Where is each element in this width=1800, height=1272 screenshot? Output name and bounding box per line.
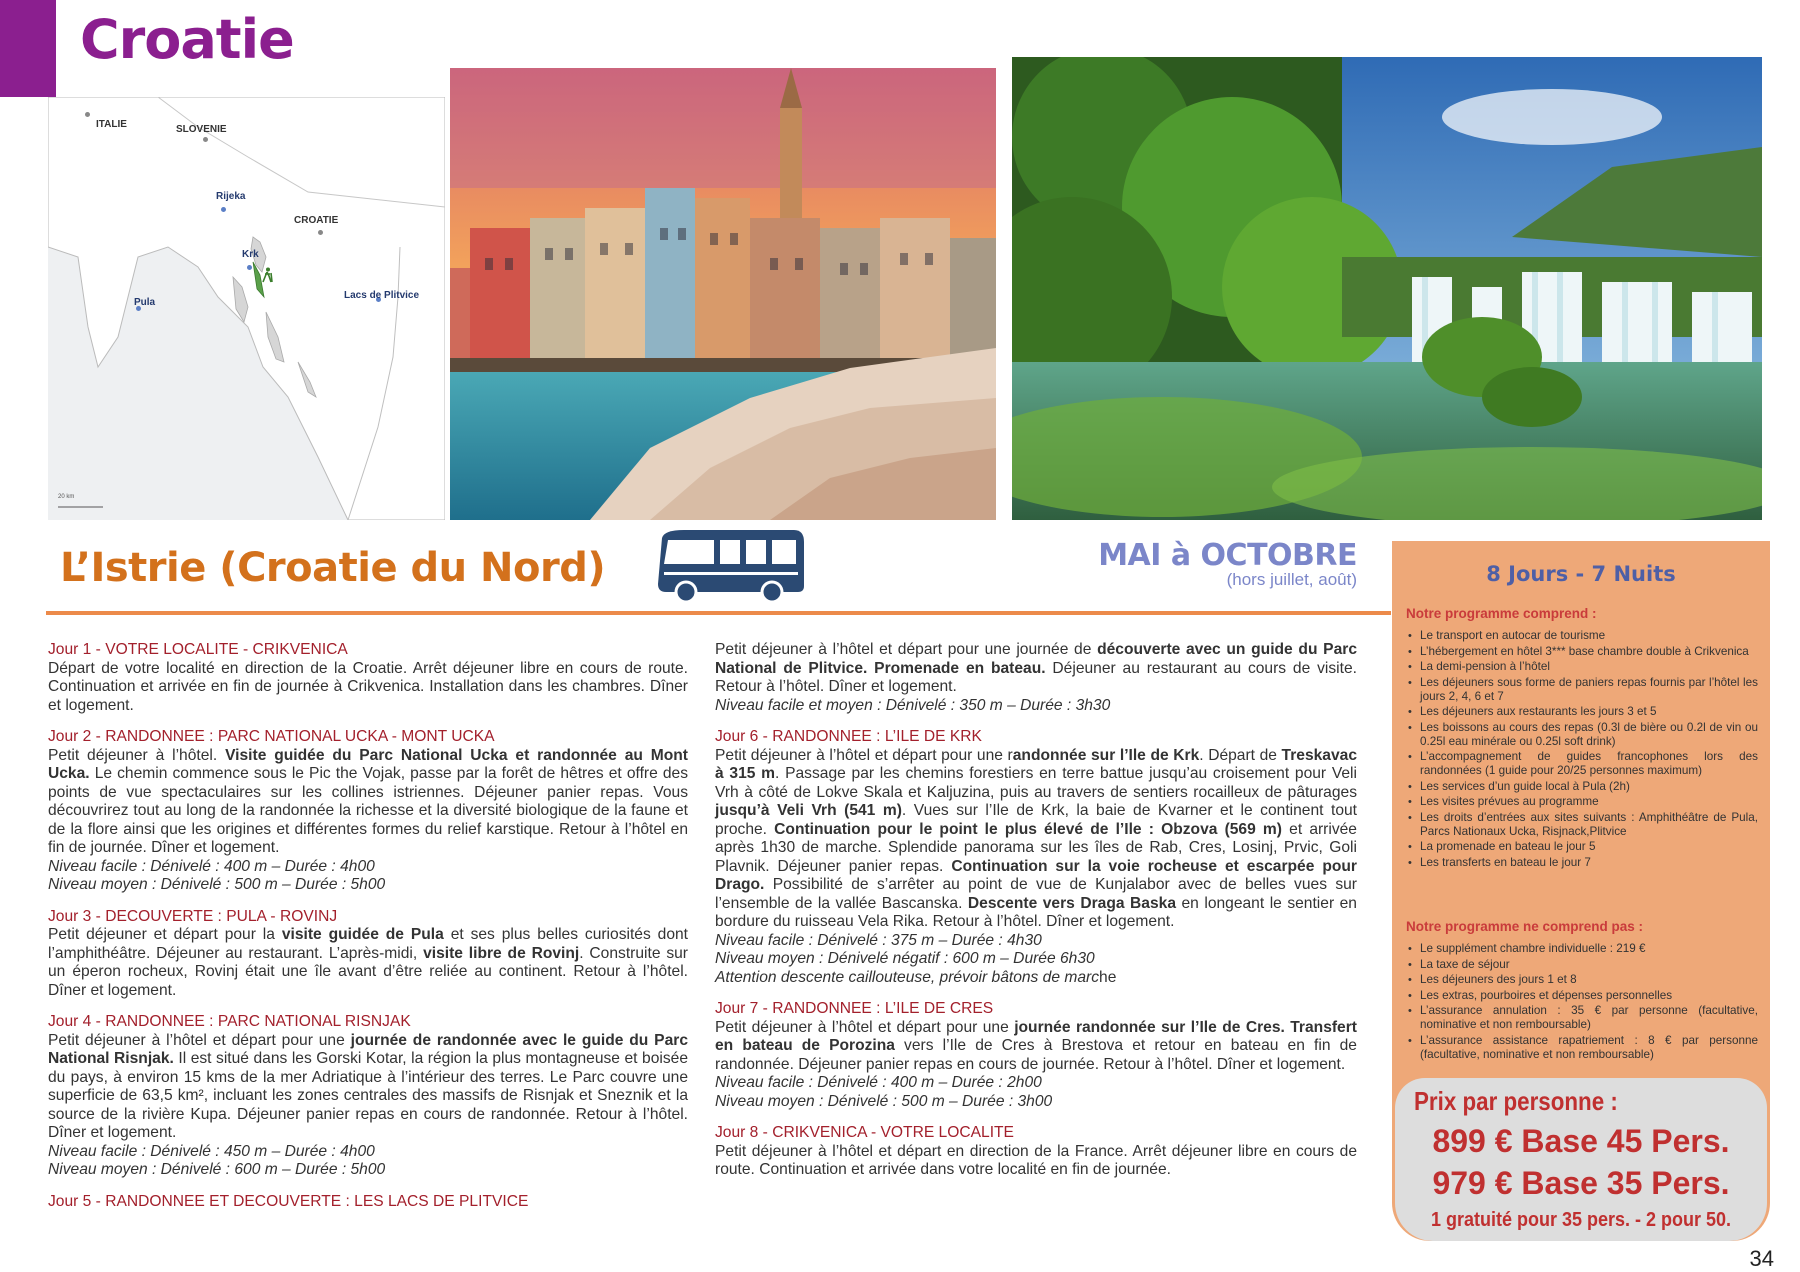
krk-dot (247, 265, 252, 270)
trip-duration: 8 Jours - 7 Nuits (1486, 562, 1676, 586)
list-item: • La taxe de séjour (1406, 958, 1758, 972)
map-label-plitvice: Lacs de Plitvice (344, 290, 420, 301)
map-label-pula: Pula (134, 297, 156, 308)
day-8 (715, 1124, 1357, 1180)
excluded-list (1406, 942, 1758, 1062)
difficulty-level: Niveau facile : Dénivelé : 375 m – Durée : 4h30 (715, 931, 1042, 949)
day-title: Jour 4 - RANDONNEE : PARC NATIONAL RISNJAK (48, 1013, 411, 1030)
excluded-title: Notre programme ne comprend pas : (1406, 919, 1644, 934)
price-title: Prix par personne : (1414, 1086, 1618, 1116)
header-accent-bar (0, 0, 56, 97)
day-6 (715, 728, 1357, 987)
krka-waterfalls-photo (1012, 57, 1762, 520)
list-item: • Les droits d’entrées aux sites suivants : Amphithéâtre de Pula, Parcs Nationaux Ucka, Risjnack,Plitvice (1406, 811, 1758, 839)
day-title: Jour 7 - RANDONNEE : L’ILE DE CRES (715, 1000, 994, 1017)
difficulty-level: Niveau moyen : Dénivelé négatif : 600 m – Durée 6h30 (715, 950, 1095, 967)
map-scale: 20 km (58, 494, 75, 500)
included-section (1406, 606, 1758, 871)
bus-icon (654, 528, 806, 604)
day-description: Petit déjeuner à l’hôtel et départ pour une randonnée sur l’Ile de Krk. Départ de Treskavac à 315 m. Passage par les chemins forestiers en terre battue jusqu’au croisement pour Veli Vrh à côté de Lokve Skala et Kaljuzina, puis au travers de sentiers rocailleux de pâturages jusqu’à Veli Vrh (541 m). Vues sur l’Ile de Krk, la baie de Kvarner et le continent tout proche. Continuation pour le point le plus élevé de l’Ile : Obzova (569 m) et arrivée après 1h30 de marche. Splendide panorama sur les îles de Rab, Cres, Losinj, Prvic, Goli Plavnik. Déjeuner panier repas. Continuation sur la voie rocheuse et escarpée pour Drago. Possibilité de s’arrêter au point de vue de Kunjalabor avec de belles vues sur l’ensemble de la vallée Bascanska. Descente vers Draga Baska en longeant le sentier en bordure du ruisseau Vela Rika. Retour à l’hôtel. Dîner et logement. (715, 746, 1357, 930)
map-label-croatie: CROATIE (294, 215, 339, 226)
day-5-heading (48, 1193, 688, 1212)
day-title: Jour 6 - RANDONNEE : L’ILE DE KRK (715, 728, 982, 745)
day-description: Petit déjeuner à l’hôtel. Visite guidée du Parc National Ucka et randonnée au Mont Ucka. Le chemin commence sous le Pic the Vojak, passe par la forêt de hêtres et offre des points de vue spectaculaires sur les collines istriennes. Déjeuner panier repas. Vous découvrirez tout au long de la randonnée la richesse et la diversité biologique de la faune et de la flore ainsi que les origines et différentes formes du relief karstique. Retour à l’hôtel en fin de journée. Dîner et logement. (48, 746, 688, 856)
italie-dot (85, 112, 90, 117)
list-item: • Les transferts en bateau le jour 7 (1406, 856, 1758, 870)
list-item: • L’hébergement en hôtel 3*** base chambre double à Crikvenica (1406, 645, 1758, 659)
list-item: • Les déjeuners des jours 1 et 8 (1406, 973, 1758, 987)
list-item: • Les visites prévues au programme (1406, 795, 1758, 809)
day-title: Jour 2 - RANDONNEE : PARC NATIONAL UCKA - MONT UCKA (48, 728, 495, 745)
itinerary-column-middle (715, 641, 1357, 1193)
difficulty-level: Niveau facile : Dénivelé : 450 m – Durée : 4h00 (48, 1142, 375, 1160)
day-3 (48, 908, 688, 1001)
hiker-icon (260, 267, 274, 283)
map-label-italie: ITALIE (96, 119, 127, 130)
price-35: 979 € Base 35 Pers. (1432, 1165, 1730, 1201)
map-label-slovenie: SLOVENIE (176, 124, 227, 135)
difficulty-warning: Attention descente caillouteuse, prévoir bâtons de marche (715, 968, 1117, 986)
list-item: • Les déjeuners aux restaurants les jours 3 et 5 (1406, 705, 1758, 719)
day-7 (715, 1000, 1357, 1111)
day-description: Petit déjeuner à l’hôtel et départ pour une journée de randonnée avec le guide du Parc National Risnjak. Il est situé dans les Gorski Kotar, la région la plus montagneuse et boisée du pays, à environ 15 kms de la mer Adriatique à l’intérieur des terres. Le Parc couvre une superficie de 63,5 km², incluant les zones centrales des massifs de Risnjak et Sneznik et la source de la rivière Kupa. Déjeuner panier repas en cours de randonnée. Retour à l’hôtel. Dîner et logement. (48, 1031, 688, 1141)
list-item: • Le supplément chambre individuelle : 219 € (1406, 942, 1758, 956)
list-item: • L’assurance assistance rapatriement : 8 € par personne (facultative, nominative et non remboursable) (1406, 1034, 1758, 1062)
day-4 (48, 1013, 688, 1180)
difficulty-level: Niveau facile : Dénivelé : 400 m – Durée : 4h00 (48, 857, 375, 875)
list-item: • Les boissons au cours des repas (0.3l de bière ou 0.2l de vin ou 0.25l eau minérale ou 0.25l soft drink) (1406, 721, 1758, 749)
day-title: Jour 1 - VOTRE LOCALITE - CRIKVENICA (48, 641, 348, 658)
rovinj-harbour-photo (450, 68, 996, 520)
itinerary-column-left (48, 641, 688, 1224)
trip-summary-panel (1392, 541, 1770, 1241)
page-number: 34 (1749, 1246, 1774, 1271)
season-title: MAI à OCTOBRE (1098, 538, 1357, 573)
day-description: Départ de votre localité en direction de la Croatie. Arrêt déjeuner libre en cours de route. Continuation et arrivée en fin de journée à Crikvenica. Installation dans les chambres. Dîner et logement. (48, 659, 688, 714)
slovenie-dot (203, 137, 208, 142)
region-map (48, 97, 445, 520)
day-description: Petit déjeuner à l’hôtel et départ en direction de la France. Arrêt déjeuner libre en cours de route. Continuation et arrivée dans votre localité en fin de journée. (715, 1142, 1357, 1178)
rijeka-dot (221, 207, 226, 212)
list-item: • L’accompagnement de guides francophones lors des randonnées (1 guide pour 20/25 personnes maximum) (1406, 750, 1758, 778)
excluded-section (1406, 919, 1758, 1063)
included-list (1406, 629, 1758, 870)
difficulty-level: Niveau moyen : Dénivelé : 500 m – Durée : 5h00 (48, 876, 386, 893)
map-label-rijeka: Rijeka (216, 191, 246, 202)
included-title: Notre programme comprend : (1406, 606, 1597, 621)
difficulty-level: Niveau moyen : Dénivelé : 600 m – Durée : 5h00 (48, 1161, 386, 1178)
day-description: Petit déjeuner et départ pour la visite guidée de Pula et ses plus belles curiosités dont l’amphithéâtre. Déjeuner au restaurant. L’après-midi, visite libre de Rovinj. Construite sur un éperon rocheux, Rovinj était une île avant d’être reliée au continent. Retour à l’hôtel. Dîner et logement. (48, 926, 688, 999)
map-label-krk: Krk (242, 249, 259, 260)
croatie-dot (318, 230, 323, 235)
price-45: 899 € Base 45 Pers. (1432, 1123, 1730, 1159)
day-title: Jour 5 - RANDONNEE ET DECOUVERTE : LES LACS DE PLITVICE (48, 1192, 529, 1210)
day-description: Petit déjeuner à l’hôtel et départ pour une journée de découverte avec un guide du Parc National de Plitvice. Promenade en bateau. Déjeuner au restaurant au cours de visite. Retour à l’hôtel. Dîner et logement. (715, 641, 1357, 695)
map-outline (48, 97, 445, 520)
list-item: • Les déjeuners sous forme de paniers repas fournis par l’hôtel les jours 2, 4, 6 et 7 (1406, 676, 1758, 704)
difficulty-level: Niveau facile : Dénivelé : 400 m – Durée : 2h00 (715, 1074, 1042, 1091)
difficulty-level: Niveau moyen : Dénivelé : 500 m – Durée : 3h00 (715, 1092, 1053, 1110)
list-item: • Les extras, pourboires et dépenses personnelles (1406, 989, 1758, 1003)
day-1 (48, 641, 688, 715)
day-description: Petit déjeuner à l’hôtel et départ pour une journée randonnée sur l’Ile de Cres. Transfert en bateau de Porozina vers l’Ile de Cres à Brestova et retour en bateau en fin de randonnée. Déjeuner panier repas en cours de journée. Retour à l’hôtel. Dîner et logement. (715, 1018, 1357, 1073)
season-note: (hors juillet, août) (1226, 570, 1357, 589)
list-item: • La demi-pension à l’hôtel (1406, 660, 1758, 674)
country-title: Croatie (80, 8, 294, 71)
list-item: • La promenade en bateau le jour 5 (1406, 840, 1758, 854)
day-5-body (715, 641, 1357, 715)
list-item: • Les services d’un guide local à Pula (2h) (1406, 780, 1758, 794)
day-2 (48, 728, 688, 895)
day-title: Jour 3 - DECOUVERTE : PULA - ROVINJ (48, 907, 338, 925)
region-title: L’Istrie (Croatie du Nord) (60, 545, 606, 591)
list-item: • L’assurance annulation : 35 € par personne (facultative, nominative et non remboursable) (1406, 1004, 1758, 1032)
day-title: Jour 8 - CRIKVENICA - VOTRE LOCALITE (715, 1124, 1014, 1141)
list-item: • Le transport en autocar de tourisme (1406, 629, 1758, 643)
section-divider (46, 611, 1391, 615)
free-places-note: 1 gratuité pour 35 pers. - 2 pour 50. (1430, 1209, 1732, 1231)
difficulty-level: Niveau facile et moyen : Dénivelé : 350 m – Durée : 3h30 (715, 696, 1111, 714)
